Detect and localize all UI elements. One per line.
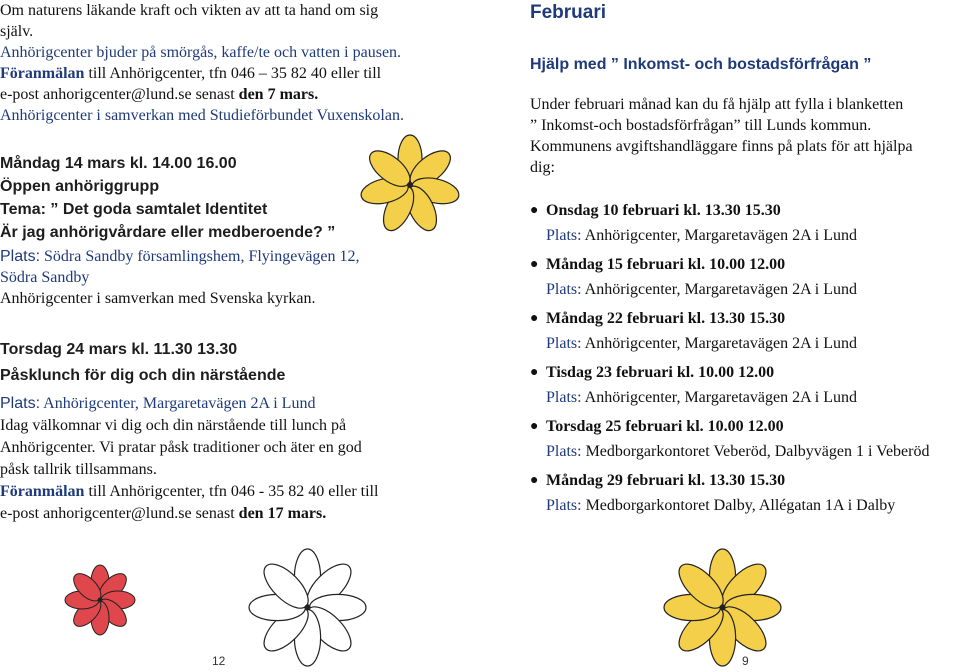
text-line: dig:	[530, 159, 555, 176]
text-line: Anhörigcenter bjuder på smörgås, kaffe/te och vatten i pausen.	[0, 44, 402, 61]
signup-label: Föranmälan	[0, 483, 85, 500]
list-item	[530, 198, 960, 248]
text-line: till Anhörigcenter, tfn 046 – 35 82 40 eller till	[84, 65, 382, 82]
event-question: Är jag anhörigvårdare eller medberoende? ”	[0, 224, 336, 241]
bullet-icon: ●	[530, 257, 539, 272]
event-title: Öppen anhöriggrupp	[0, 178, 160, 195]
bullet-icon: ●	[530, 311, 539, 326]
event-date: Måndag 14 mars kl. 14.00 16.00	[0, 155, 237, 172]
flower-white-icon	[245, 545, 370, 670]
place-text: Anhörigcenter, Margaretavägen 2A i Lund	[581, 389, 857, 406]
place-text: Anhörigcenter, Margaretavägen 2A i Lund	[581, 335, 857, 352]
place-label: Plats:	[0, 248, 41, 265]
partner-text: Anhörigcenter i samverkan med Svenska kyrkan.	[0, 290, 316, 307]
event-description: Idag välkomnar vi dig och din närstående till lunch på	[0, 417, 347, 434]
event-block-2	[0, 338, 440, 525]
event-list	[530, 198, 960, 522]
text-line: ” Inkomst-och bostadsförfrågan” till Lunds kommun.	[530, 117, 872, 134]
flower-red-icon	[60, 560, 140, 640]
list-item	[530, 252, 960, 302]
place-text: Medborgarkontoret Veberöd, Dalbyvägen 1 i Veberöd	[581, 443, 930, 460]
event-date: Måndag 29 februari kl. 13.30 15.30	[546, 472, 786, 489]
text-line: själv.	[0, 23, 34, 40]
deadline: den 17 mars.	[238, 505, 327, 522]
text-line: e-post anhorigcenter@lund.se senast	[0, 86, 239, 103]
place-text: Anhörigcenter, Margaretavägen 2A i Lund	[40, 395, 316, 412]
intro-text	[0, 0, 460, 126]
intro-paragraph	[530, 94, 950, 178]
text-line: e-post anhorigcenter@lund.se senast	[0, 505, 239, 522]
list-item	[530, 414, 960, 464]
event-date: Torsdag 24 mars kl. 11.30 13.30	[0, 341, 238, 358]
right-page	[530, 0, 955, 672]
place-text: Södra Sandby församlingshem, Flyingevägen 12,	[40, 248, 360, 265]
event-date: Torsdag 25 februari kl. 10.00 12.00	[546, 418, 784, 435]
flower-yellow-icon	[660, 545, 785, 670]
list-item	[530, 306, 960, 356]
place-label: Plats:	[546, 281, 582, 298]
place-text: Anhörigcenter, Margaretavägen 2A i Lund	[581, 227, 857, 244]
page-number: 9	[742, 654, 749, 668]
event-description: Anhörigcenter. Vi pratar påsk traditioner och äter en god	[0, 439, 362, 456]
signup-label: Föranmälan	[0, 65, 85, 82]
bullet-icon: ●	[530, 365, 539, 380]
place-text: Medborgarkontoret Dalby, Allégatan 1A i Dalby	[581, 497, 896, 514]
place-label: Plats:	[546, 497, 582, 514]
place-label: Plats:	[546, 443, 582, 460]
place-label: Plats:	[546, 335, 582, 352]
event-date: Tisdag 23 februari kl. 10.00 12.00	[546, 364, 775, 381]
bullet-icon: ●	[530, 203, 539, 218]
bullet-icon: ●	[530, 473, 539, 488]
event-date: Måndag 22 februari kl. 13.30 15.30	[546, 310, 786, 327]
event-description: påsk tallrik tillsammans.	[0, 461, 157, 478]
event-date: Onsdag 10 februari kl. 13.30 15.30	[546, 202, 781, 219]
text-line: till Anhörigcenter, tfn 046 - 35 82 40 eller till	[84, 483, 379, 500]
list-item	[530, 360, 960, 410]
place-text: Anhörigcenter, Margaretavägen 2A i Lund	[581, 281, 857, 298]
section-subtitle: Hjälp med ” Inkomst- och bostadsförfrågan ”	[530, 56, 872, 73]
event-title: Påsklunch för dig och din närstående	[0, 367, 286, 384]
text-line: Under februari månad kan du få hjälp att fylla i blanketten	[530, 96, 904, 113]
place-label: Plats:	[546, 227, 582, 244]
month-heading: Februari	[530, 2, 607, 23]
deadline: den 7 mars.	[238, 86, 319, 103]
place-label: Plats:	[546, 389, 582, 406]
page-number: 12	[212, 654, 226, 668]
text-line: Kommunens avgiftshandläggare finns på plats för att hjälpa	[530, 138, 913, 155]
bullet-icon: ●	[530, 419, 539, 434]
text-line: Om naturens läkande kraft och vikten av att ta hand om sig	[0, 2, 379, 19]
text-line: Anhörigcenter i samverkan med Studieförbundet Vuxenskolan.	[0, 107, 404, 124]
event-date: Måndag 15 februari kl. 10.00 12.00	[546, 256, 786, 273]
event-theme: Tema: ” Det goda samtalet Identitet	[0, 201, 268, 218]
place-text: Södra Sandby	[0, 269, 90, 286]
flower-yellow-icon	[355, 130, 465, 240]
place-label: Plats:	[0, 395, 41, 412]
list-item	[530, 468, 960, 518]
